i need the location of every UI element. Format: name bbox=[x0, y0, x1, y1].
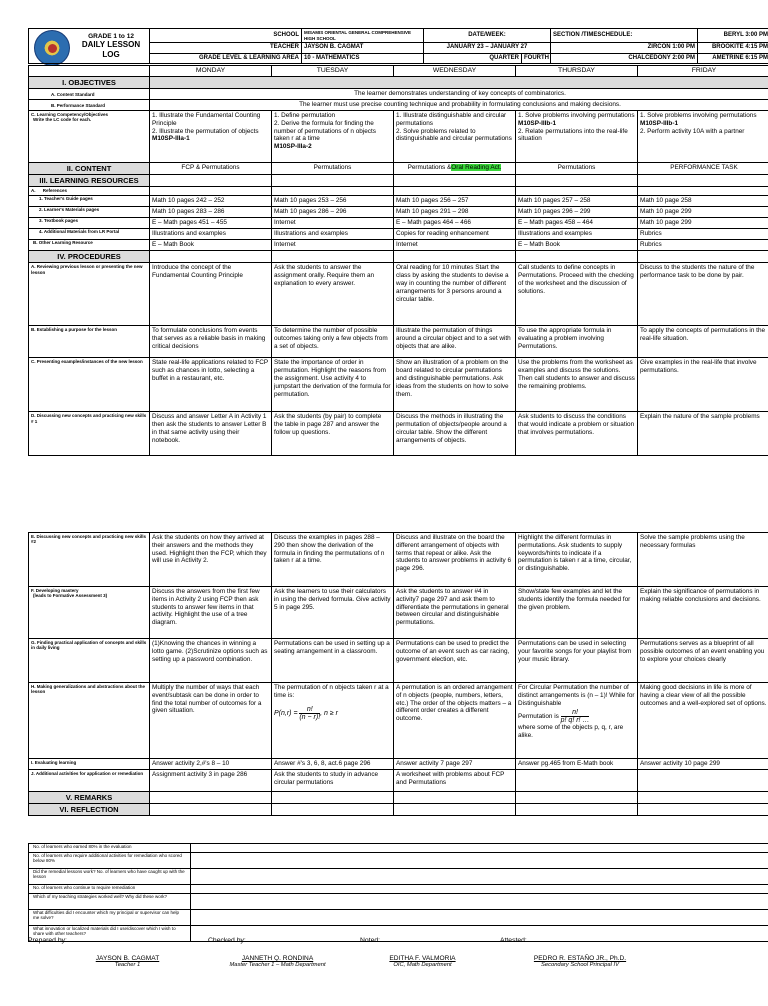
school-value: MISAMIS ORIENTAL GENERAL COMPREHENSIVE HIGH SCHOOL bbox=[302, 29, 424, 43]
procedure-label: Developing mastery bbox=[35, 588, 79, 593]
reflection-question: No. of learners who earned 80% in the evaluation bbox=[29, 844, 191, 853]
procedure-label: Discussing new concepts and practicing new skills # 1 bbox=[31, 413, 147, 424]
procedure-cell: Show/state few examples and let the students identify the formula needed for the given problem. bbox=[516, 587, 638, 639]
resource-cell: Math 10 page 258 bbox=[638, 196, 768, 207]
objective-cell: 1. Solve problems involving permutations M10SP-IIIb-1 2. Relate permutations into the real-life situation bbox=[516, 111, 638, 163]
procedure-cell: Answer pg.465 from E-Math book bbox=[516, 759, 638, 770]
attested-label: Attested: bbox=[500, 937, 527, 944]
school-label: SCHOOL bbox=[150, 29, 302, 43]
reflection-question: No. of learners who continue to require remediation bbox=[29, 885, 191, 894]
day-friday: FRIDAY bbox=[638, 66, 768, 77]
section-time: 2:00 PM bbox=[672, 54, 695, 61]
procedure-cell: Answer #'s 3, 6, 8, act.6 page 296 bbox=[272, 759, 394, 770]
other-resource-label: Other Learning Resource bbox=[38, 240, 93, 246]
objective-cell: 1. Illustrate the Fundamental Counting Principle 2. Illustrate the permutation of objects M10SP-IIIa-1 bbox=[150, 111, 272, 163]
lc-code: M10SP-IIIb-1 bbox=[640, 119, 678, 127]
resource-label: Textbook pages bbox=[44, 218, 78, 224]
procedure-cell: Show an illustration of a problem on the board related to circular permutations and distinguishable permutations. Ask ideas from the students on how to solve them. bbox=[394, 358, 516, 412]
row-label: A. bbox=[31, 188, 36, 194]
resource-cell: Math 10 pages 242 – 252 bbox=[150, 196, 272, 207]
procedure-cell: State real-life applications related to FCP such as chances in lotto, selecting a buffet in a restaurant, etc. bbox=[150, 358, 272, 412]
procedure-cell: For Circular Permutation the number of distinct arrangements is (n – 1)! While for Distinguishable Permutation is $\frac{n!}{p! q! r! \dots}$ where some of the objects p, q, r, are alike. bbox=[516, 683, 638, 759]
resource-cell: Math 10 pages 296 – 299 bbox=[516, 207, 638, 218]
content-standard-text: The learner demonstrates understanding of key concepts of combinatorics. bbox=[150, 89, 768, 100]
noted-label: Noted: bbox=[360, 937, 381, 944]
row-label: C. bbox=[31, 112, 36, 118]
reflection-question: No. of learners who require additional activities for remediation who scored below 80% bbox=[29, 853, 191, 869]
section-name: BERYL bbox=[723, 31, 744, 38]
procedure-cell: Multiply the number of ways that each event/subtask can be done in order to find the total number of outcomes for a given situation. bbox=[150, 683, 272, 759]
procedure-cell: A worksheet with problems about FCP and Permutations bbox=[394, 770, 516, 792]
procedure-cell: Oral reading for 10 minutes Start the class by asking the students to devise a way in counting the number of different arrangements for 3 persons around a circular table. bbox=[394, 263, 516, 326]
signatory-name: EDITHA F. VALMORIA bbox=[389, 955, 456, 962]
reflection-table bbox=[28, 843, 768, 942]
section-name: AMETRINE bbox=[712, 54, 744, 61]
procedure-label: Finding practical application of concepts and skills in daily living bbox=[31, 640, 147, 651]
procedure-label: Establishing a purpose for the lesson bbox=[36, 327, 118, 333]
objective-cell: 1. Illustrate distinguishable and circular permutations 2. Solve problems related to distinguishable and circular permutations bbox=[394, 111, 516, 163]
procedure-cell: Assignment activity 3 in page 286 bbox=[150, 770, 272, 792]
procedure-cell: Discuss the methods in illustrating the permutation of objects/people around a circular table. Show the different arrangements of objects. bbox=[394, 412, 516, 456]
reflection-heading: VI. REFLECTION bbox=[29, 804, 150, 816]
signatory bbox=[60, 955, 195, 968]
procedure-label: Evaluating learning bbox=[34, 760, 77, 765]
procedure-cell: Illustrate the permutation of things around a circular object and to a set with objects that are alike. bbox=[394, 326, 516, 358]
section-time: 6:15 PM bbox=[745, 54, 768, 61]
resource-cell: Internet bbox=[394, 240, 516, 251]
resource-cell: Internet bbox=[272, 218, 394, 229]
procedure-sub: (leads to Formative Assessment 3) bbox=[33, 593, 108, 599]
section-name: ZIRCON bbox=[647, 44, 671, 51]
references-label: References bbox=[42, 188, 68, 194]
grade-text: GRADE 1 to 12 bbox=[88, 32, 134, 40]
procedure-cell bbox=[516, 770, 638, 792]
resource-label: Additional Materials from LR Portal bbox=[43, 229, 120, 235]
procedure-cell: The permutation of n objects taken r at a time is: P(n,r) = $\frac{n!}{(n - r)!}$ , n ≥ r bbox=[272, 683, 394, 759]
grade-area-label: GRADE LEVEL & LEARNING AREA bbox=[150, 53, 302, 63]
resource-label: Learner's Materials pages bbox=[44, 207, 100, 213]
procedure-cell: Permutations can be used in selecting your favorite songs for your playlist from your music library. bbox=[516, 639, 638, 683]
day-monday: MONDAY bbox=[150, 66, 272, 77]
procedure-cell: Ask the students to answer #4 in activity7 page 297 and ask them to differentiate the permutations in general between circular and distinguishable permutations. bbox=[394, 587, 516, 639]
lc-code: M10SP-IIIa-2 bbox=[274, 143, 312, 151]
procedure-cell: Explain the significance of permutations in making reliable conclusions and decisions. bbox=[638, 587, 768, 639]
signatory-name: JANNETH Q. RONDINA bbox=[241, 955, 314, 962]
performance-standard-text: The learner must use precise counting technique and probability in formulating conclusions and making decisions. bbox=[150, 100, 768, 111]
resource-cell: E – Math pages 451 – 455 bbox=[150, 218, 272, 229]
procedure-label: Additional activities for application or remediation bbox=[35, 771, 144, 776]
title-log: LOG bbox=[102, 49, 120, 59]
section-name: BROOKITE bbox=[711, 44, 744, 51]
procedure-cell: Solve the sample problems using the necessary formulas bbox=[638, 533, 768, 587]
procedure-cell: Answer activity 7 page 297 bbox=[394, 759, 516, 770]
resource-cell: Internet bbox=[272, 240, 394, 251]
procedure-cell: Ask the students (by pair) to complete the table in page 287 and answer the follow up questions. bbox=[272, 412, 394, 456]
procedure-cell: Discuss to the students the nature of the performance task to be done by pair. bbox=[638, 263, 768, 326]
resource-cell: Rubrics bbox=[638, 240, 768, 251]
procedure-cell: Discuss and illustrate on the board the different arrangement of objects with terms that repeat or alike. Ask the students to answer problems in activity 6 page 296. bbox=[394, 533, 516, 587]
reflection-question: Did the remedial lessons work? No. of learners who have caught up with the lesson bbox=[29, 869, 191, 885]
procedure-cell: Discuss the answers from the first few items in Activity 2 using FCP then ask students to answer few items in that activity. Highlight the use of a tree diagram. bbox=[150, 587, 272, 639]
quarter-label: QUARTER bbox=[424, 53, 522, 63]
section-time: 4:15 PM bbox=[745, 44, 768, 51]
row-label: A. bbox=[51, 91, 56, 97]
section-time: 3:00 PM bbox=[745, 31, 768, 38]
objective-cell: 1. Solve problems involving permutations M10SP-IIIb-1 2. Perform activity 10A with a partner bbox=[638, 111, 768, 163]
resource-cell: E – Math pages 458 – 464 bbox=[516, 218, 638, 229]
procedure-cell: (1)Knowing the chances in winning a lotto game. (2)Scrutinize options such as setting up a password combination. bbox=[150, 639, 272, 683]
resource-cell: Math 10 pages 283 – 286 bbox=[150, 207, 272, 218]
distinguishable-formula: Permutation is $\frac{n!}{p! q! r! \dots}$ bbox=[518, 709, 590, 725]
content-cell: PERFORMANCE TASK bbox=[638, 163, 768, 175]
procedure-cell: State the importance of order in permutation. Highlight the reasons from the assignment. Use activity 4 to jumpstart the derivation of the formula for permutation. bbox=[272, 358, 394, 412]
procedure-cell: A permutation is an ordered arrangement of n objects (people, numbers, letters, etc.) The order of the objects matters – a different order creates a different outcome. bbox=[394, 683, 516, 759]
resource-cell: Math 10 pages 257 – 258 bbox=[516, 196, 638, 207]
procedure-cell: Ask the learners to use their calculators in using the derived formula. Give activity 5 in page 295. bbox=[272, 587, 394, 639]
permutation-formula: P(n,r) = $\frac{n!}{(n - r)!}$ , n ≥ r bbox=[274, 705, 338, 721]
reflection-question: What difficulties did I encounter which my principal or supervisor can help me solve? bbox=[29, 910, 191, 926]
signatory-role: Secondary School Principal IV bbox=[541, 962, 619, 968]
resource-cell: E – Math Book bbox=[150, 240, 272, 251]
section-name: CHALCEDONY bbox=[628, 54, 671, 61]
signatory-name: JAYSON B. CAGMAT bbox=[95, 955, 160, 962]
prepared-by-label: Prepared by: bbox=[28, 937, 67, 944]
procedure-cell: Permutations can be used to predict the outcome of an event such as car racing, government election, etc. bbox=[394, 639, 516, 683]
lc-code: M10SP-IIIb-1 bbox=[518, 119, 556, 127]
resource-cell: Math 10 pages 253 – 256 bbox=[272, 196, 394, 207]
procedure-cell: Ask the students to answer the assignment orally. Require them an explanation to every answer. bbox=[272, 263, 394, 326]
day-wednesday: WEDNESDAY bbox=[394, 66, 516, 77]
procedure-cell: Making good decisions in life is more of having a clear view of all the possible outcomes and a well-explored set of options. bbox=[638, 683, 768, 759]
row-label: B. bbox=[33, 240, 38, 246]
procedure-cell: Permutations can be used in setting up a seating arrangement in a classroom. bbox=[272, 639, 394, 683]
resource-cell: Illustrations and examples bbox=[150, 229, 272, 240]
resource-cell: Illustrations and examples bbox=[516, 229, 638, 240]
reflection-question: What innovation or localized materials did I use/discover which I wish to share with other teachers? bbox=[29, 926, 191, 942]
resource-cell: Math 10 pages 291 – 298 bbox=[394, 207, 516, 218]
procedure-cell: Introduce the concept of the Fundamental Counting Principle bbox=[150, 263, 272, 326]
signatory bbox=[505, 955, 655, 968]
resources-heading: III. LEARNING RESOURCES bbox=[29, 175, 150, 187]
signatory-role: Teacher 1 bbox=[114, 962, 141, 968]
procedure-label: Presenting examples/instances of the new lesson bbox=[36, 359, 143, 365]
oral-reading-highlight: Oral Reading Act. bbox=[451, 164, 502, 172]
content-cell: Permutations bbox=[272, 163, 394, 175]
procedure-label: Discussing new concepts and practicing new skills #2 bbox=[31, 534, 147, 545]
resource-cell: Math 10 page 299 bbox=[638, 207, 768, 218]
day-tuesday: TUESDAY bbox=[272, 66, 394, 77]
objective-cell: 1. Define permutation 2. Derive the formula for finding the number of permutations of n objects taken r at a time M10SP-IIIa-2 bbox=[272, 111, 394, 163]
header-table bbox=[28, 28, 768, 64]
resource-cell: Copies for reading enhancement bbox=[394, 229, 516, 240]
teacher-value: JAYSON B. CAGMAT bbox=[302, 43, 424, 53]
objectives-heading: I. OBJECTIVES bbox=[29, 77, 150, 89]
resource-cell: Math 10 pages 286 – 296 bbox=[272, 207, 394, 218]
content-cell: Permutations bbox=[516, 163, 638, 175]
resource-label: Teacher's Guide pages bbox=[44, 196, 93, 202]
procedure-cell: Give examples in the real-life that involve permutations. bbox=[638, 358, 768, 412]
section-time: 1:00 PM bbox=[672, 44, 695, 51]
procedure-cell: Ask the students to study in advance circular permutations bbox=[272, 770, 394, 792]
content-heading: II. CONTENT bbox=[29, 163, 150, 175]
signatory-role: OIC, Math Department bbox=[393, 962, 452, 968]
procedure-cell: Discuss the examples in pages 288 – 290 then show the derivation of the formula in finding the permutations of n taken r at a time. bbox=[272, 533, 394, 587]
procedure-label: Reviewing previous lesson or presenting the new lesson bbox=[31, 264, 143, 275]
dll-table-page2: E. Discussing new concepts and practicing new skills #2 Ask the students on how they arrived at their answers and the methods they used. Highlight then the FCP, which they will use in Activity 2. Discuss the examples in pages 288 – 290 then show the derivation of the formula in finding the permutations of n taken r at a time. Discuss and illustrate on the board the different arrangement of objects with terms that repeat or alike. Ask the students to answer problems in activity 6 page 296. Highlight the different formulas in permutations. Ask students to supply keywords/hints to indicate if a permutation is taken r at a time, circular, or distinguishable. Solve the sample problems using the necessary formulas F. Developing mastery (leads to Formative Assessment 3) Discuss the answers from the first few items in Activity 2 using FCP then ask students to answer few items in that activity. Highlight the use of a tree diagram. Ask the learners to use their calculators in using the derived formula. Give activity 5 in page 295. Ask the students to answer #4 in activity7 page 297 and ask them to differentiate the permutations in general between circular and distinguishable permutations. Show/state few examples and let the students identify the formula needed for the given problem. Explain the significance of permutations in making reliable conclusions and decisions. G. Finding practical application of concepts and skills in daily living (1)Knowing the chances in winning a lotto game. (2)Scrutinize options such as setting up a password combination. Permutations can be used in setting up a seating arrangement in a classroom. Permutations can be used to predict the outcome of an event such as car racing, government election, etc. Permutations can be used in selecting your favorite songs for your playlist from your music library. Permutations serves as a blueprint of all possible outcomes of an event enabling you to explore your choices clearly H. Making generalizations and abstractions about the lesson Multiply the number of ways that each event/subtask can be done in order to find the total number of outcomes for a given situation. The permutation of n objects taken r at a time is: P(n,r) = $\frac{n!}{(n - r)!}$ , n ≥ r A permutation is an ordered arrangement of n objects (people, numbers, letters, etc.) The order of the objects matters – a different order creates a different outcome. For Circular Permutation the number of distinct arrangements is (n – 1)! While for Distinguishable Permutation is $\frac{n!}{p! q! r! \dots}$ where some of the objects p, q, r, are alike. Making good decisions in life is more of having a clear view of all the possible outcomes and a well-explored set of options. I. Evaluating learning Answer activity 2,#'s 8 – 10 Answer #'s 3, 6, 8, act.6 page 296 Answer activity 7 page 297 Answer pg.465 from E-Math book Answer activity 10 page 299 J. Additional activities for application or remediation Assignment activity 3 in page 286 Ask the students to study in advance circular permutations A worksheet with problems about FCP and Permutations V. REMARKS VI. REFLECTION bbox=[28, 532, 768, 816]
lc-code: M10SP-IIIa-1 bbox=[152, 135, 190, 143]
checked-by-label: Checked by: bbox=[208, 937, 246, 944]
procedure-cell: Call students to define concepts in Permutations. Proceed with the checking of the worksheet and the discussion of solutions. bbox=[516, 263, 638, 326]
procedure-cell: Use the problems from the worksheet as examples and discuss the solutions. Then call students to answer and discuss the remaining problems. bbox=[516, 358, 638, 412]
reflection-question: Which of my teaching strategies worked well? Why did these work? bbox=[29, 894, 191, 910]
procedure-cell: To use the appropriate formula in evaluating a problem involving Permutations. bbox=[516, 326, 638, 358]
procedure-cell: Answer activity 2,#'s 8 – 10 bbox=[150, 759, 272, 770]
section-label: SECTION /TIMESCHEDULE: bbox=[551, 29, 698, 43]
dll-table-page1: MONDAY TUESDAY WEDNESDAY THURSDAY FRIDAY I. OBJECTIVES A. Content Standard The learner demonstrates understanding of key concepts of combinatorics. B. Performance Standard The learner must use precise counting technique and probability in formulating conclusions and making decisions. C. Learning Competency/Objectives Write the LC code for each. 1. Illustrate the Fundamental Counting Principle 2. Illustrate the permutation of objects M10SP-IIIa-1 1. Define permutation 2. Derive the formula for finding the number of permutations of n objects taken r at a time M10SP-IIIa-2 1. Illustrate distinguishable and circular permutations 2. Solve problems related to distinguishable and circular permutations 1. Solve problems involving permutations M10SP-IIIb-1 2. Relate permutations into the real-life situation 1. Solve problems involving permutations M10SP-IIIb-1 2. Perform activity 10A with a partner II. CONTENT FCP & Permutations Permutations Permutations &Oral Reading Act. Permutations PERFORMANCE TASK III. LEARNING RESOURCES A. References 1. Teacher's Guide pages Math 10 pages 242 – 252 Math 10 pages 253 – 256 Math 10 pages 256 – 257 Math 10 pages 257 – 258 Math 10 page 258 2. Learner's Materials pages Math 10 pages 283 – 286 Math 10 pages 286 – 296 Math 10 pages 291 – 298 Math 10 pages 296 – 299 Math 10 page 299 3. Textbook pages E – Math pages 451 – 455 Internet E – Math pages 464 – 466 E – Math pages 458 – 464 Math 10 page 299 4. Additional Materials from LR Portal Illustrations and examples Illustrations and examples Copies for reading enhancement Illustrations and examples Rubrics B. Other Learning Resource E – Math Book Internet Internet E – Math Book Rubrics IV. PROCEDURES A. Reviewing previous lesson or presenting the new lesson Introduce the concept of the Fundamental Counting Principle Ask the students to answer the assignment orally. Require them an explanation to every answer. Oral reading for 10 minutes Start the class by asking the students to devise a way in counting the number of different arrangements for 3 persons around a circular table. Call students to define concepts in Permutations. Proceed with the checking of the worksheet and the discussion of solutions. Discuss to the students the nature of the performance task to be done by pair. B. Establishing a purpose for the lesson To formulate conclusions from events that serves as a reliable basis in making critical decisions To determine the number of possible outcomes taking only a few objects from a set of objects. Illustrate the permutation of things around a circular object and to a set with objects that are alike. To use the appropriate formula in evaluating a problem involving Permutations. To apply the concepts of permutations in the real-life situation. C. Presenting examples/instances of the new lesson State real-life applications related to FCP such as chances in lotto, selecting a buffet in a restaurant, etc. State the importance of order in permutation. Highlight the reasons from the assignment. Use activity 4 to jumpstart the derivation of the formula for permutation. Show an illustration of a problem on the board related to circular permutations and distinguishable permutations. Ask ideas from the students on how to solve them. Use the problems from the worksheet as examples and discuss the solutions. Then call students to answer and discuss the remaining problems. Give examples in the real-life that involve permutations. D. Discussing new concepts and practicing new skills # 1 Discuss and answer Letter A in Activity 1 then ask the students to answer Letter B in that same activity using their notebook. Ask the students (by pair) to complete the table in page 287 and answer the follow up questions. Discuss the methods in illustrating the permutation of objects/people around a circular table. Show the different arrangements of objects. Ask students to discuss the conditions that would indicate a problem or situation that involves permutations. Explain the nature of the sample problems bbox=[28, 65, 768, 456]
date-value: JANUARY 23 – JANUARY 27 bbox=[424, 43, 551, 53]
grade-area-value: 10 - MATHEMATICS bbox=[302, 53, 424, 63]
date-label: DATE/WEEK: bbox=[424, 29, 551, 43]
resource-cell: E – Math pages 464 – 466 bbox=[394, 218, 516, 229]
procedure-cell: To apply the concepts of permutations in the real-life situation. bbox=[638, 326, 768, 358]
quarter-value: FOURTH bbox=[522, 53, 551, 63]
procedure-cell: Ask the students on how they arrived at their answers and the methods they used. Highlight then the FCP, which they will use in Activity 2. bbox=[150, 533, 272, 587]
procedure-cell: To formulate conclusions from events that serves as a reliable basis in making critical decisions bbox=[150, 326, 272, 358]
procedure-cell: Ask students to discuss the conditions that would indicate a problem or situation that involves permutations. bbox=[516, 412, 638, 456]
procedure-cell: Answer activity 10 page 299 bbox=[638, 759, 768, 770]
resource-cell: Illustrations and examples bbox=[272, 229, 394, 240]
content-cell: FCP & Permutations bbox=[150, 163, 272, 175]
procedure-label: Making generalizations and abstractions about the lesson bbox=[31, 684, 146, 695]
day-thursday: THURSDAY bbox=[516, 66, 638, 77]
row-label: B. bbox=[51, 102, 56, 108]
resource-cell: Math 10 pages 256 – 257 bbox=[394, 196, 516, 207]
resource-cell: Rubrics bbox=[638, 229, 768, 240]
procedure-cell bbox=[638, 770, 768, 792]
procedures-heading: IV. PROCEDURES bbox=[29, 251, 150, 263]
procedure-cell: To determine the number of possible outcomes taking only a few objects from a set of objects. bbox=[272, 326, 394, 358]
signatory-name: PEDRO R. ESTAÑO JR., Ph.D. bbox=[533, 955, 627, 962]
procedure-cell: Permutations serves as a blueprint of all possible outcomes of an event enabling you to explore your choices clearly bbox=[638, 639, 768, 683]
content-cell: Permutations &Oral Reading Act. bbox=[394, 163, 516, 175]
remarks-heading: V. REMARKS bbox=[29, 792, 150, 804]
competency-label: Learning Competency/Objectives bbox=[36, 112, 109, 118]
competency-sub: Write the LC code for each. bbox=[33, 117, 92, 123]
signatory bbox=[355, 955, 490, 968]
signatory bbox=[210, 955, 345, 968]
content-standard-label: Content Standard bbox=[56, 91, 95, 97]
resource-cell: Math 10 page 299 bbox=[638, 218, 768, 229]
procedure-cell: Explain the nature of the sample problems bbox=[638, 412, 768, 456]
procedure-cell: Highlight the different formulas in permutations. Ask students to supply keywords/hints to indicate if a permutation is taken r at a time, circular, or distinguishable. bbox=[516, 533, 638, 587]
procedure-cell: Discuss and answer Letter A in Activity 1 then ask the students to answer Letter B in that same activity using their notebook. bbox=[150, 412, 272, 456]
signatory-role: Master Teacher 1 – Math Department bbox=[229, 962, 326, 968]
title-daily-lesson: DAILY LESSON bbox=[81, 40, 141, 50]
teacher-label: TEACHER bbox=[150, 43, 302, 53]
performance-standard-label: Performance Standard bbox=[56, 102, 106, 108]
resource-cell: E – Math Book bbox=[516, 240, 638, 251]
